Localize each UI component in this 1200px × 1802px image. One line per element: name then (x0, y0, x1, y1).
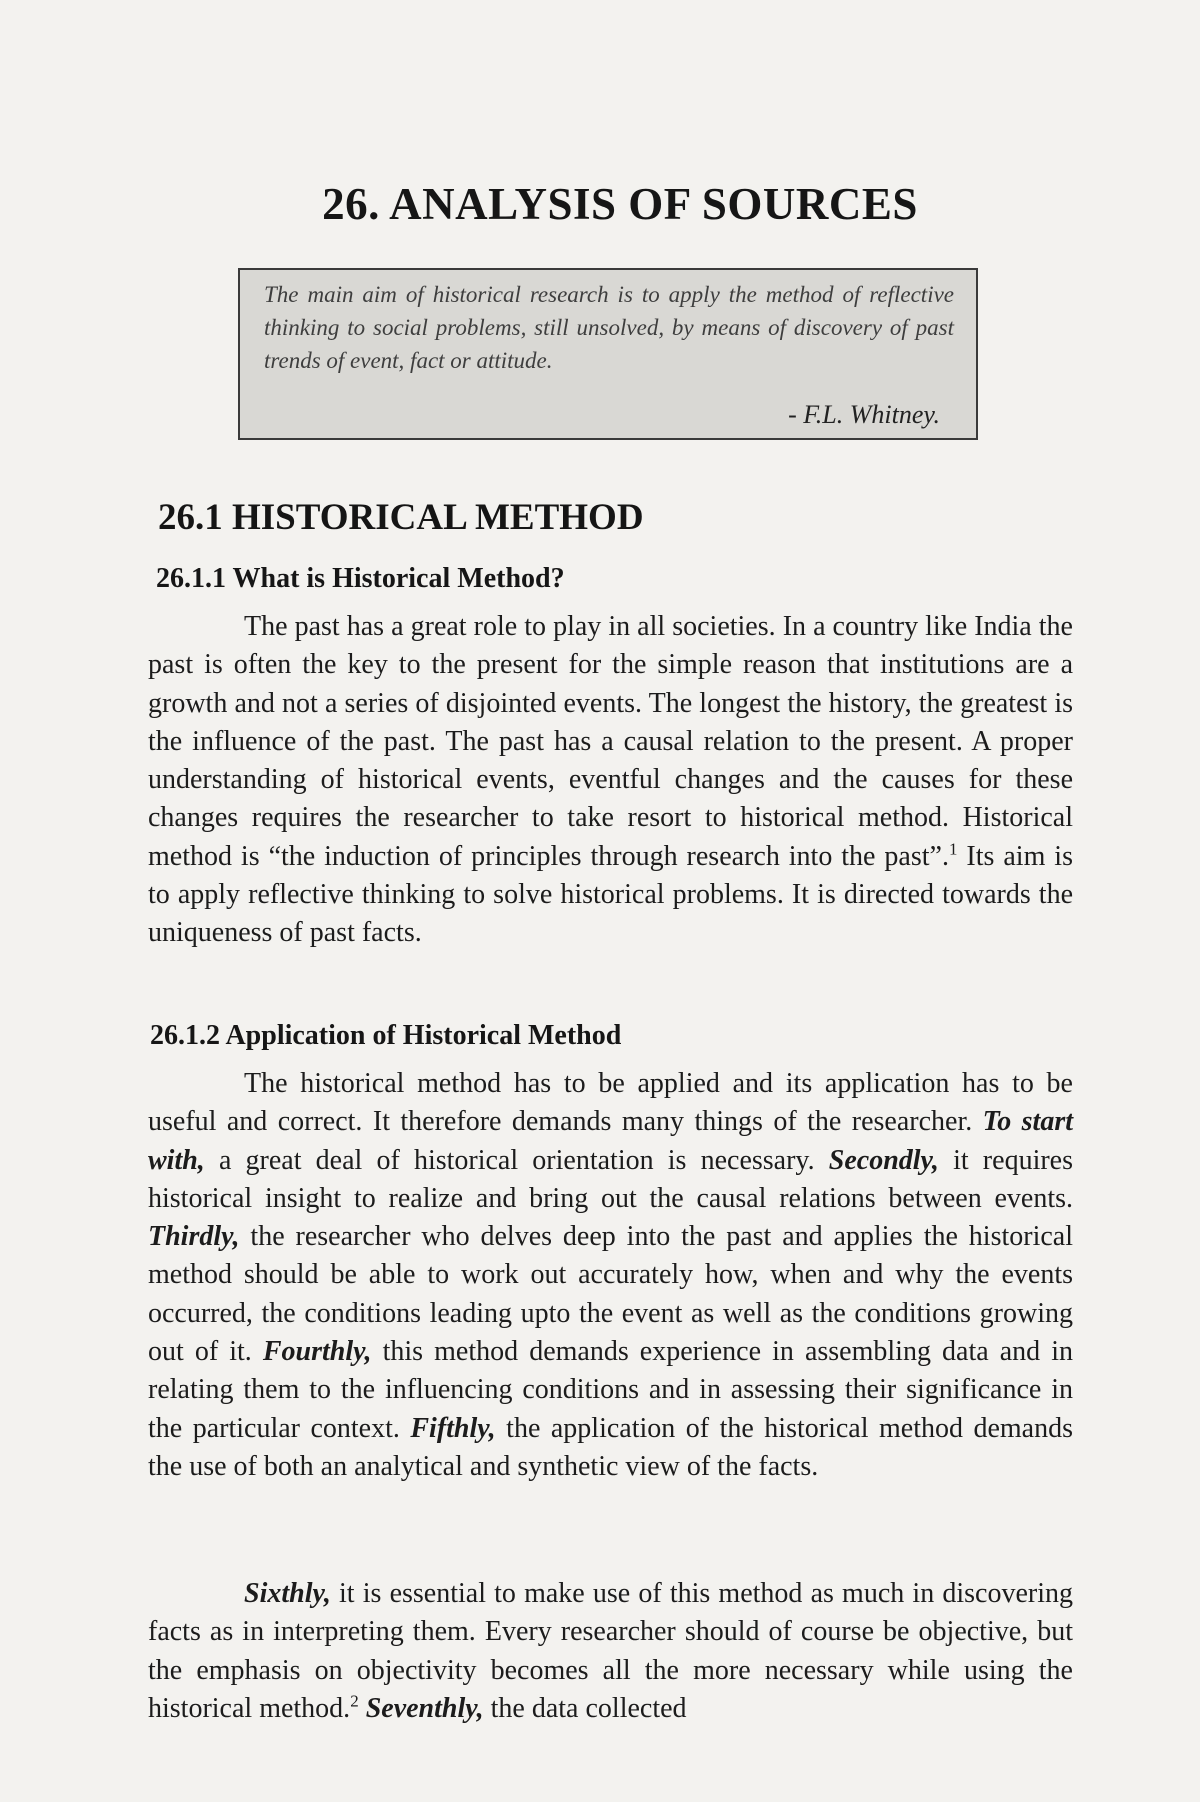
paragraph-text: The past has a great role to play in all societies. In a country like India the past is often the key to the present for the simple reason that institutions are a growth and not a series of disjointed events. The longest the history, the greatest is the influence of the past. The past has a causal relation to the present. A proper understanding of historical events, eventful changes and the causes for these changes requires the researcher to take resort to historical method. Historical method is “the induction of principles through research into the past”. (148, 611, 1073, 872)
paragraph-text: a great deal of historical orientation is necessary. (204, 1144, 829, 1176)
paragraph-text: it requires historical insight to realize and bring out the causal relations between events. (148, 1144, 1073, 1214)
subsection-heading-what-is: 26.1.1 What is Historical Method? (156, 563, 565, 594)
epigraph-author: - F.L. Whitney. (788, 400, 940, 429)
paragraph-text: this method demands experience in assembling data and in relating them to the influencing conditions and in assessing their significance in the particular context. (148, 1336, 1073, 1444)
ordinal-term: Fifthly, (410, 1412, 496, 1444)
footnote-marker: 1 (948, 839, 958, 859)
epigraph-quote: The main aim of historical research is to apply the method of reflective thinking to social problems, still unsolved, by means of discovery of past trends of event, fact or attitude. (264, 282, 954, 373)
paragraph-sixthly (148, 1575, 1073, 1728)
paragraph-application (148, 1065, 1073, 1486)
ordinal-term: Sixthly, (244, 1578, 331, 1609)
paragraph-text: it is essential to make use of this method as much in discovering facts as in interpreting them. Every researcher should of course be objective, but the emphasis on objectivity becomes all the more necessary while using the historical method. (148, 1578, 1073, 1724)
ordinal-term: Thirdly, (148, 1221, 240, 1253)
ordinal-term: Secondly, (828, 1144, 939, 1176)
paragraph-text: the application of the historical method demands the use of both an analytical and synthetic view of the facts. (148, 1412, 1073, 1482)
paragraph-what-is (148, 608, 1073, 953)
subsection-heading-application: 26.1.2 Application of Historical Method (150, 1020, 622, 1051)
ordinal-term: Seventhly, (365, 1692, 484, 1724)
section-heading: 26.1 HISTORICAL METHOD (158, 497, 644, 538)
paragraph-text: the researcher who delves deep into the past and applies the historical method should be able to work out accurately how, when and why the events occurred, the conditions leading upto the event as well as the conditions growing out of it. (148, 1221, 1073, 1368)
chapter-title: 26. ANALYSIS OF SOURCES (322, 179, 918, 229)
paragraph-text: Its aim is to apply reflective thinking to solve historical problems. It is directed towards the uniqueness of past facts. (148, 840, 1073, 949)
paragraph-text: The historical method has to be applied and its application has to be useful and correct. It therefore demands many things of the researcher. (148, 1068, 1073, 1138)
paragraph-text: the data collected (483, 1692, 687, 1724)
footnote-marker: 2 (350, 1691, 359, 1711)
epigraph-box (238, 268, 978, 440)
ordinal-term: To start with, (148, 1106, 1073, 1176)
ordinal-term: Fourthly, (262, 1336, 372, 1368)
